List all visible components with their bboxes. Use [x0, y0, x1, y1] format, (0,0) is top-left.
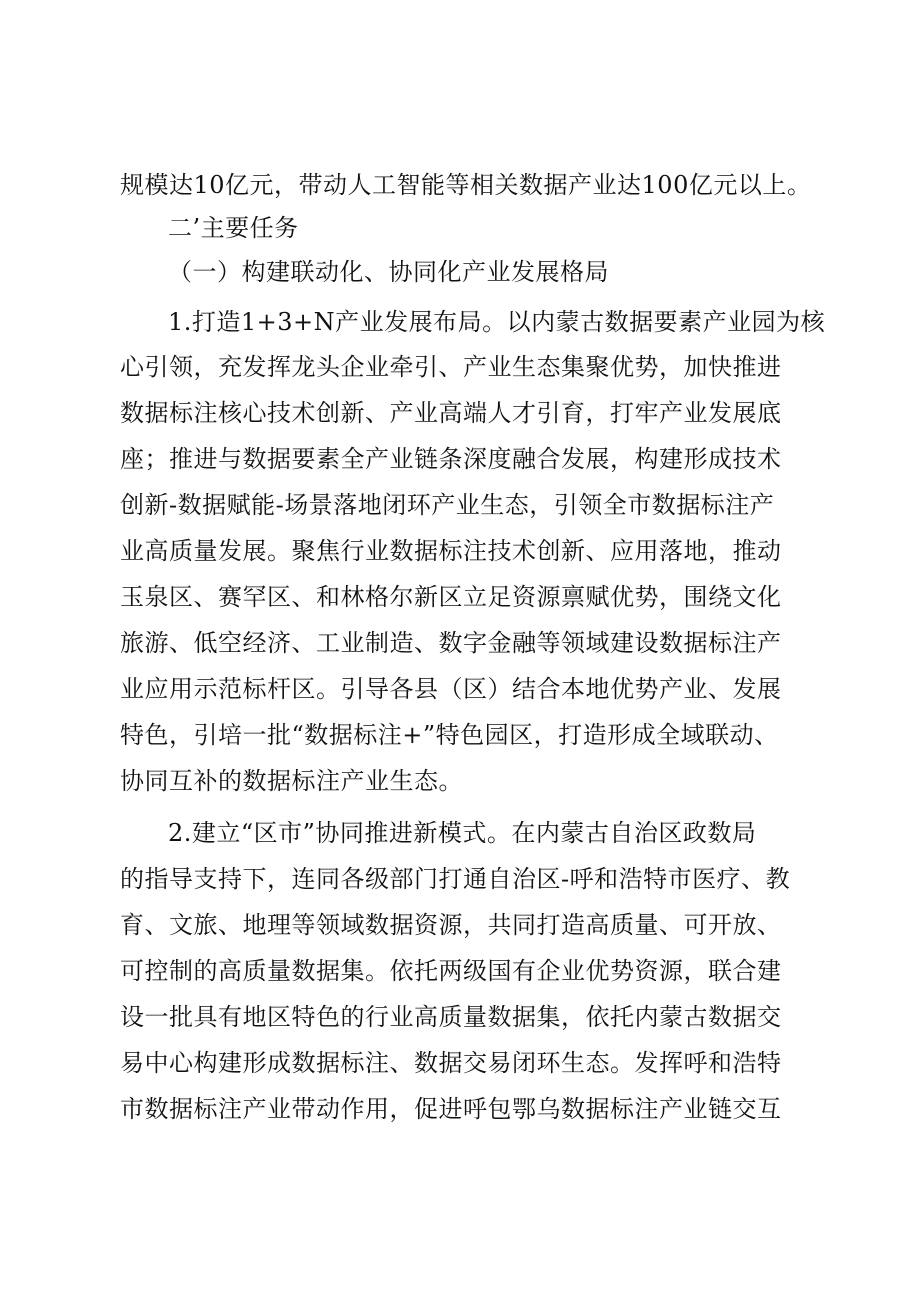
paragraph-2-line-7: 市数据标注产业带动作用，促进呼包鄂乌数据标注产业链交互	[120, 1095, 782, 1123]
paragraph-1-line-2: 心引领，充发挥龙头企业牵引、产业生态集聚优势，加快推进	[120, 353, 782, 381]
paragraph-1-line-8: 旅游、低空经济、工业制造、数字金融等领域建设数据标注产	[120, 629, 782, 657]
paragraph-1-line-4: 座；推进与数据要素全产业链条深度融合发展，构建形成技术	[120, 445, 782, 473]
text-line-1: 规模达10亿元，带动人工智能等相关数据产业达100亿元以上。	[120, 171, 812, 199]
paragraph-2-line-3: 育、文旅、地理等领域数据资源，共同打造高质量、可开放、	[120, 911, 782, 939]
paragraph-2-line-2: 的指导支持下，连同各级部门打通自治区-呼和浩特市医疗、教	[120, 865, 791, 893]
paragraph-1-line-11: 协同互补的数据标注产业生态。	[120, 767, 463, 795]
paragraph-2-line-5: 设一批具有地区特色的行业高质量数据集，依托内蒙古数据交	[120, 1003, 782, 1031]
subsection-heading: （一）构建联动化、协同化产业发展格局	[168, 258, 609, 286]
paragraph-1-line-7: 玉泉区、赛罕区、和林格尔新区立足资源禀赋优势，围绕文化	[120, 583, 782, 611]
paragraph-1-line-6: 业高质量发展。聚焦行业数据标注技术创新、应用落地，推动	[120, 537, 782, 565]
paragraph-1-line-3: 数据标注核心技术创新、产业高端人才引育，打牢产业发展底	[120, 399, 782, 427]
paragraph-1-line-9: 业应用示范标杆区。引导各县（区）结合本地优势产业、发展	[120, 675, 782, 703]
paragraph-1-line-1: 1.打造1+3+N产业发展布局。以内蒙古数据要素产业园为核	[168, 308, 826, 336]
section-heading: 二’主要任务	[168, 214, 299, 242]
paragraph-2-line-6: 易中心构建形成数据标注、数据交易闭环生态。发挥呼和浩特	[120, 1049, 782, 1077]
paragraph-1-line-10: 特色，引培一批“数据标注+”特色园区，打造形成全域联动、	[120, 721, 779, 749]
paragraph-1-line-5: 创新-数据赋能-场景落地闭环产业生态，引领全市数据标注产	[120, 491, 775, 519]
paragraph-2-line-1: 2.建立“区市”协同推进新模式。在内蒙古自治区政数局	[168, 819, 757, 847]
paragraph-2-line-4: 可控制的高质量数据集。依托两级国有企业优势资源，联合建	[120, 957, 782, 985]
